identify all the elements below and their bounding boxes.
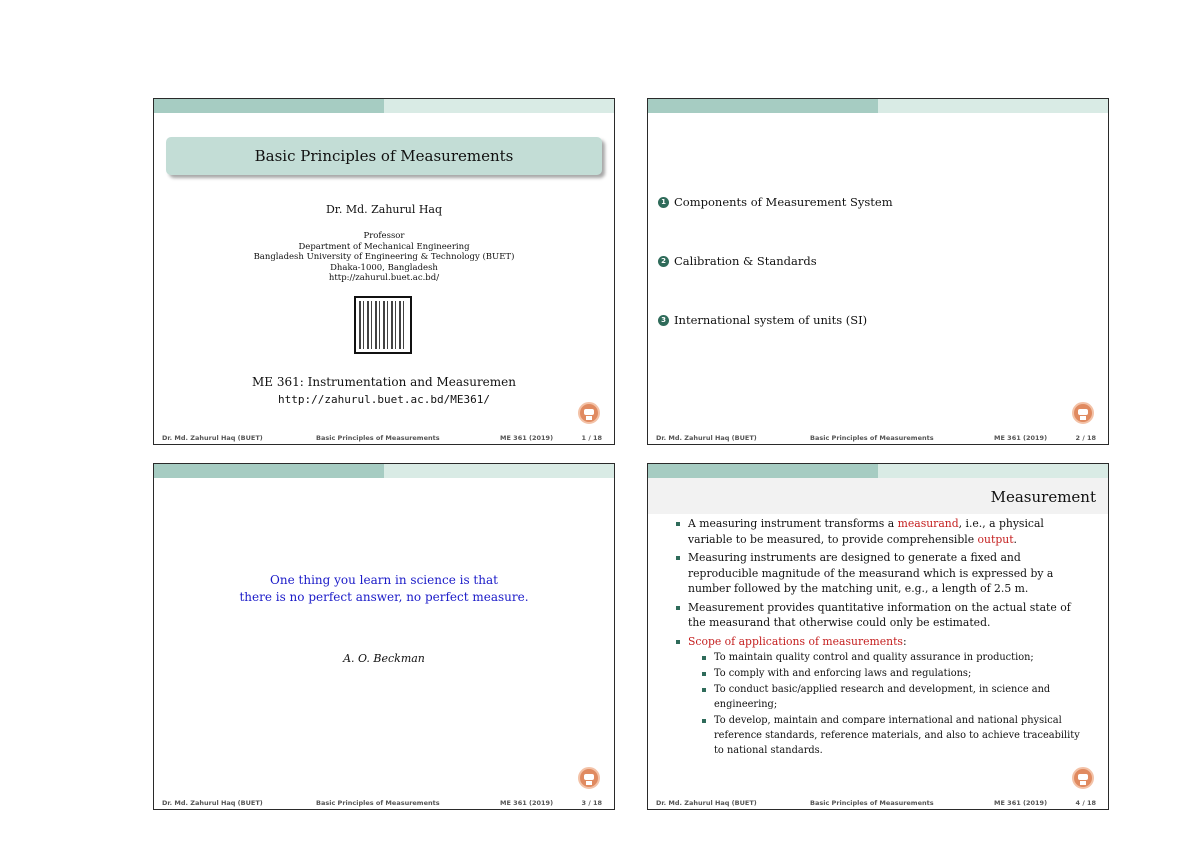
footer-author: Dr. Md. Zahurul Haq (BUET) — [656, 799, 757, 807]
toc-label: Components of Measurement System — [674, 195, 893, 209]
affiliation-line: Professor — [363, 231, 405, 241]
footer-title: Basic Principles of Measurements — [316, 799, 440, 807]
course-url[interactable]: http://zahurul.buet.ac.bd/ME361/ — [278, 393, 490, 406]
footer-title: Basic Principles of Measurements — [810, 799, 934, 807]
toc-label: International system of units (SI) — [674, 313, 868, 327]
bullet-item: Scope of applications of measurements: To maintain quality control and quality assurance in production; To comply with and enforcing laws and regulations; To conduct basic/applied research and development, in science and engineering; To develop, maintain and compare international and national physical reference standards, reference materials, and also to achieve traceability to national standards. — [676, 634, 1088, 759]
toc-label: Calibration & Standards — [674, 254, 817, 268]
quote — [154, 572, 614, 606]
slide-title: Basic Principles of Measurements — [166, 137, 602, 175]
qr-code — [354, 296, 412, 354]
toc-item[interactable] — [658, 313, 867, 327]
slide-4[interactable] — [647, 463, 1109, 810]
footer-course: ME 361 (2019) — [994, 799, 1048, 807]
sub-bullet-item: To develop, maintain and compare international and national physical reference standards, reference materials, and also to achieve traceability to national standards. — [702, 713, 1088, 758]
toc-number-icon: 1 — [658, 197, 669, 208]
slide-header-bar — [648, 464, 1108, 478]
affiliation-line: Dhaka-1000, Bangladesh — [330, 262, 438, 273]
slide-3[interactable] — [153, 463, 615, 810]
footer-title: Basic Principles of Measurements — [316, 434, 440, 442]
highlight-output: output — [977, 532, 1014, 546]
slide-footer — [154, 432, 614, 444]
sub-bullet-item: To comply with and enforcing laws and regulations; — [702, 666, 1088, 681]
course-title: ME 361: Instrumentation and Measuremen — [251, 375, 516, 389]
affiliation — [154, 231, 614, 284]
footer-author: Dr. Md. Zahurul Haq (BUET) — [656, 434, 757, 442]
highlight-measurand: measurand — [897, 517, 959, 530]
slide-footer — [154, 797, 614, 809]
slide-header-bar — [154, 99, 614, 113]
footer-page: 3 / 18 — [581, 799, 602, 807]
bullet-item: Measurement provides quantitative information on the actual state of the measurand that otherwise could only be estimated. — [676, 600, 1088, 631]
buet-logo-icon — [578, 402, 600, 424]
slide-footer — [648, 797, 1108, 809]
footer-page: 4 / 18 — [1075, 799, 1096, 807]
sub-bullet-item: To maintain quality control and quality assurance in production; — [702, 650, 1088, 665]
affiliation-line: Bangladesh University of Engineering & Technology (BUET) — [253, 252, 515, 262]
slide-2[interactable] — [647, 98, 1109, 445]
slide-footer — [648, 432, 1108, 444]
quote-line: there is no perfect answer, no perfect measure. — [239, 590, 529, 604]
toc-number-icon: 3 — [658, 315, 669, 326]
affiliation-url: http://zahurul.buet.ac.bd/ — [328, 273, 440, 283]
sub-bullet-item: To conduct basic/applied research and development, in science and engineering; — [702, 682, 1088, 712]
scope-heading: Scope of applications of measurements — [688, 634, 903, 648]
footer-course: ME 361 (2019) — [500, 434, 554, 442]
toc-item[interactable] — [658, 254, 817, 268]
bullet-item: Measuring instruments are designed to generate a fixed and reproducible magnitude of the measurand which is expressed by a number followed by the matching unit, e.g., a length of 2.5 m. — [676, 550, 1088, 597]
toc-item[interactable] — [658, 195, 893, 209]
footer-course: ME 361 (2019) — [994, 434, 1048, 442]
footer-title: Basic Principles of Measurements — [810, 434, 934, 442]
bullet-item: A measuring instrument transforms a measurand, i.e., a physical variable to be measured, to provide comprehensible output. — [676, 516, 1088, 547]
footer-course: ME 361 (2019) — [500, 799, 554, 807]
buet-logo-icon — [1072, 402, 1094, 424]
footer-author: Dr. Md. Zahurul Haq (BUET) — [162, 434, 263, 442]
quote-author: A. O. Beckman — [343, 652, 425, 665]
slide-body — [676, 516, 1088, 761]
footer-page: 1 / 18 — [581, 434, 602, 442]
quote-line: One thing you learn in science is that — [270, 573, 498, 587]
slide-header-bar — [648, 99, 1108, 113]
slide-header-bar — [154, 464, 614, 478]
footer-author: Dr. Md. Zahurul Haq (BUET) — [162, 799, 263, 807]
toc-number-icon: 2 — [658, 256, 669, 267]
buet-logo-icon — [1072, 767, 1094, 789]
author-name: Dr. Md. Zahurul Haq — [325, 203, 443, 216]
buet-logo-icon — [578, 767, 600, 789]
frame-title: Measurement — [990, 488, 1096, 506]
slide-1[interactable] — [153, 98, 615, 445]
affiliation-line: Department of Mechanical Engineering — [298, 241, 470, 252]
footer-page: 2 / 18 — [1075, 434, 1096, 442]
